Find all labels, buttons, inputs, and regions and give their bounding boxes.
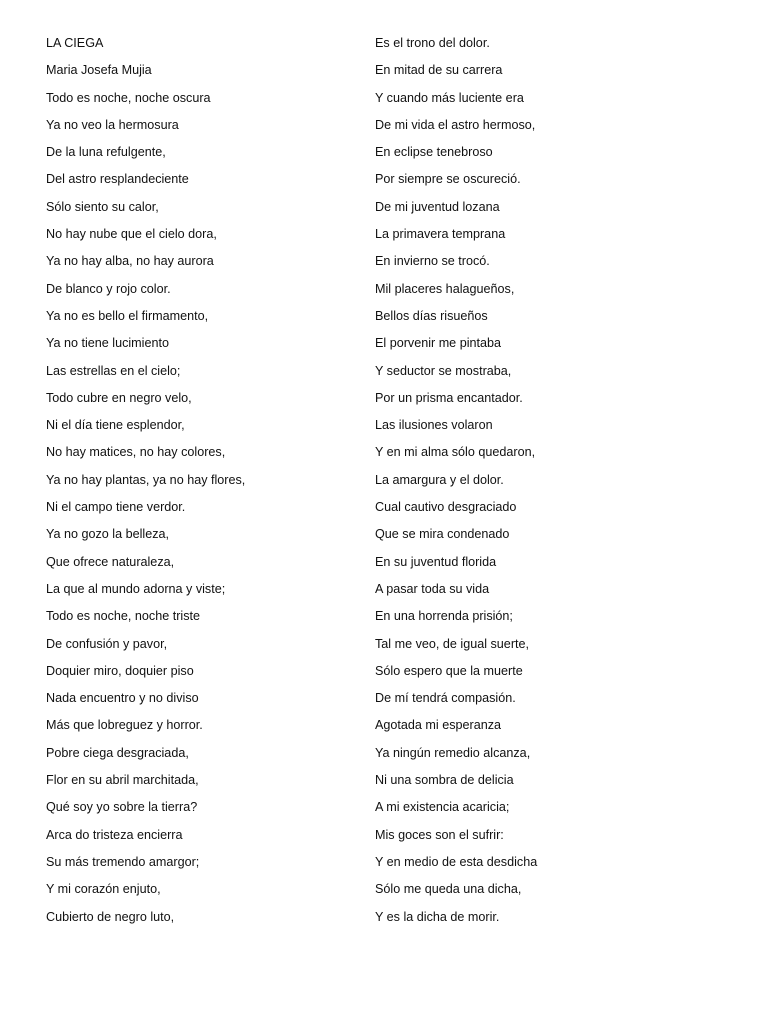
poem-line: Ya no veo la hermosura [46,117,179,132]
poem-line: Tal me veo, de igual suerte, [375,636,530,651]
poem-line: Sólo espero que la muerte [375,663,523,678]
poem-line: De mí tendrá compasión. [375,691,516,706]
poem-line: Es el trono del dolor. [375,36,490,50]
poem-line: La primavera temprana [375,227,506,242]
poem-line: Ya no gozo la belleza, [46,527,169,542]
poem-line: En invierno se trocó. [375,254,490,269]
poem-line: La que al mundo adorna y viste; [46,581,226,596]
poem-line: Ni el día tiene esplendor, [46,418,185,433]
poem-line: Y cuando más luciente era [375,90,524,105]
poem-line: En eclipse tenebroso [375,145,493,160]
poem-line: En mitad de su carrera [375,63,503,78]
poem-line: Pobre ciega desgraciada, [46,745,189,760]
poem-line: Bellos días risueños [375,308,488,323]
poem-line: De mi juventud lozana [375,199,500,214]
poem-line: Las ilusiones volaron [375,418,493,433]
poem-line: Más que lobreguez y horror. [46,718,203,733]
poem-line: Ya no tiene lucimiento [46,336,169,351]
poem-line: Y en mi alma sólo quedaron, [375,445,536,460]
poem-line: Arca do tristeza encierra [46,827,183,842]
poem-line: Y mi corazón enjuto, [46,882,161,897]
poem-line: Flor en su abril marchitada, [46,773,199,788]
poem-title: LA CIEGA [46,36,104,50]
poem-line: No hay matices, no hay colores, [46,445,226,460]
poem-line: Mis goces son el sufrir: [375,827,504,842]
poem-line: Todo cubre en negro velo, [46,390,192,405]
poem-line: De blanco y rojo color. [46,281,171,296]
poem-line: Por siempre se oscureció. [375,172,521,187]
poem-line: Que se mira condenado [375,527,510,542]
poem-line: En su juventud florida [375,554,497,569]
poem-line: Su más tremendo amargor; [46,854,200,869]
poem-line: Que ofrece naturaleza, [46,554,175,569]
poem-line: Ni una sombra de delicia [375,773,514,788]
poem-line: Ya ningún remedio alcanza, [375,745,531,760]
poem-line: Agotada mi esperanza [375,718,502,733]
poem-line: La amargura y el dolor. [375,472,504,487]
poem-line: Ni el campo tiene verdor. [46,500,186,515]
poem-line: No hay nube que el cielo dora, [46,227,217,242]
poem-line: De mi vida el astro hermoso, [375,117,536,132]
poem-line: Mil placeres halagueños, [375,281,515,296]
poem-line: Sólo me queda una dicha, [375,882,522,897]
poem-column-right [375,34,735,935]
poem-line: Y seductor se mostraba, [375,363,512,378]
poem-line: Todo es noche, noche oscura [46,90,211,105]
poem-line: El porvenir me pintaba [375,336,502,351]
poem-column-left [46,34,356,935]
poem-line: Las estrellas en el cielo; [46,363,181,378]
poem-line: A pasar toda su vida [375,581,490,596]
poem-line: Todo es noche, noche triste [46,609,201,624]
poem-line: Del astro resplandeciente [46,172,189,187]
poem-line: De confusión y pavor, [46,636,168,651]
poem-line: Ya no hay plantas, ya no hay flores, [46,472,246,487]
poem-line: Ya no hay alba, no hay aurora [46,254,214,269]
poem-line: Sólo siento su calor, [46,199,159,214]
poem-line: Cubierto de negro luto, [46,909,175,924]
poem-line: De la luna refulgente, [46,145,166,160]
poem-author: Maria Josefa Mujia [46,63,152,78]
poem-line: Y es la dicha de morir. [375,909,500,924]
poem-line: Nada encuentro y no diviso [46,691,199,706]
poem-line: En una horrenda prisión; [375,609,513,624]
poem-line: Ya no es bello el firmamento, [46,308,209,323]
poem-line: Y en medio de esta desdicha [375,854,538,869]
poem-line: Cual cautivo desgraciado [375,500,517,515]
poem-line: Por un prisma encantador. [375,390,523,405]
poem-line: A mi existencia acaricia; [375,800,510,815]
poem-line: Qué soy yo sobre la tierra? [46,800,198,815]
poem-line: Doquier miro, doquier piso [46,663,194,678]
